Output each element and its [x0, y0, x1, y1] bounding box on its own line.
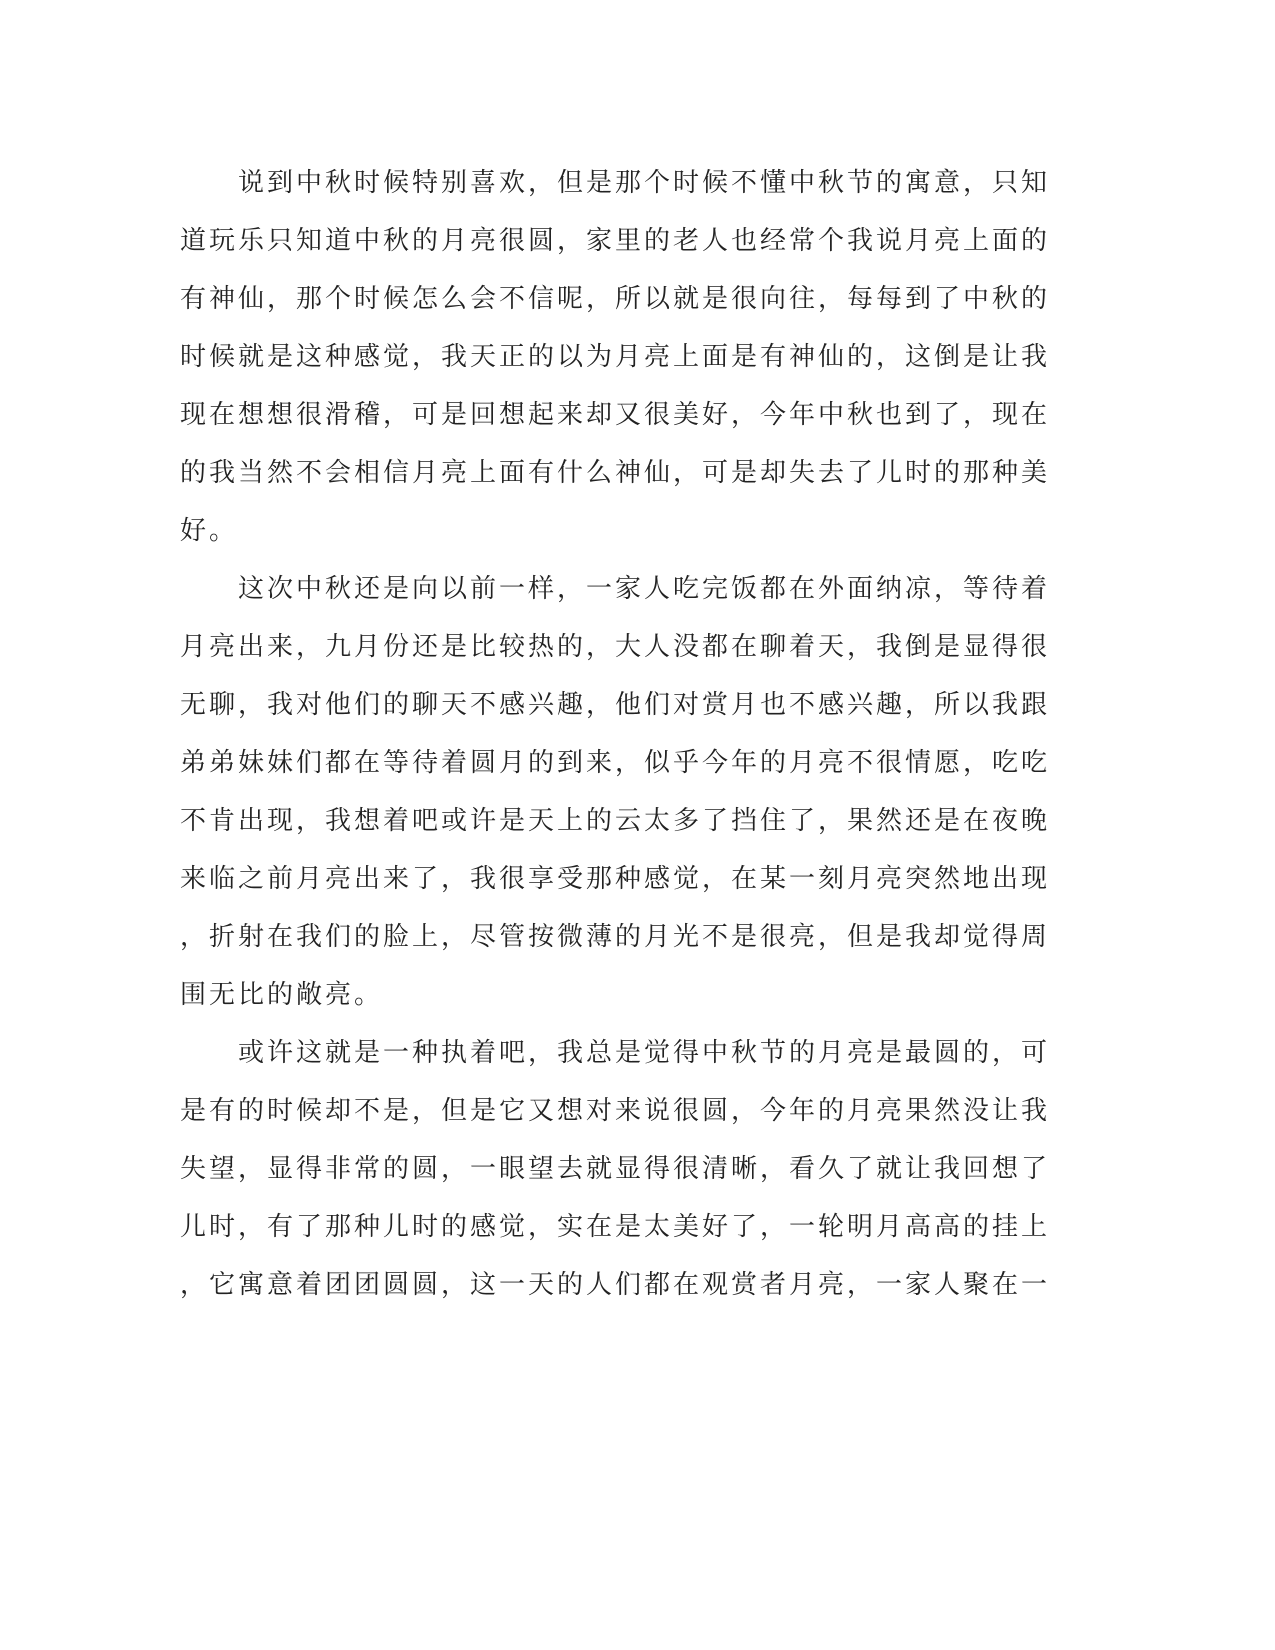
- text-line: 说到中秋时候特别喜欢，但是那个时候不懂中秋节的寓意，只知: [180, 168, 1051, 198]
- text-line: 这次中秋还是向以前一样，一家人吃完饭都在外面纳凉，等待着: [180, 574, 1051, 604]
- paragraph-1: [180, 154, 1051, 560]
- text-line: 有神仙，那个时候怎么会不信呢，所以就是很向往，每每到了中秋的: [180, 284, 1051, 314]
- text-line: 是有的时候却不是，但是它又想对来说很圆，今年的月亮果然没让我: [180, 1096, 1051, 1126]
- text-line: 弟弟妹妹们都在等待着圆月的到来，似乎今年的月亮不很情愿，吃吃: [180, 748, 1051, 778]
- text-line: 道玩乐只知道中秋的月亮很圆，家里的老人也经常个我说月亮上面的: [180, 226, 1051, 256]
- text-line: ，它寓意着团团圆圆，这一天的人们都在观赏者月亮，一家人聚在一: [180, 1270, 1051, 1300]
- text-line: 时候就是这种感觉，我天正的以为月亮上面是有神仙的，这倒是让我: [180, 342, 1051, 372]
- text-line: 失望，显得非常的圆，一眼望去就显得很清晰，看久了就让我回想了: [180, 1154, 1051, 1184]
- text-line: 或许这就是一种执着吧，我总是觉得中秋节的月亮是最圆的，可: [180, 1038, 1051, 1068]
- text-line: 无聊，我对他们的聊天不感兴趣，他们对赏月也不感兴趣，所以我跟: [180, 690, 1051, 720]
- text-line: ，折射在我们的脸上，尽管按微薄的月光不是很亮，但是我却觉得周: [180, 922, 1051, 952]
- document-body: [180, 154, 1051, 1314]
- text-line: 月亮出来，九月份还是比较热的，大人没都在聊着天，我倒是显得很: [180, 632, 1051, 662]
- text-line: 的我当然不会相信月亮上面有什么神仙，可是却失去了儿时的那种美: [180, 458, 1051, 488]
- text-line: 现在想想很滑稽，可是回想起来却又很美好，今年中秋也到了，现在: [180, 400, 1051, 430]
- text-line: 围无比的敞亮。: [180, 980, 384, 1010]
- text-line: 不肯出现，我想着吧或许是天上的云太多了挡住了，果然还是在夜晚: [180, 806, 1051, 836]
- text-line: 儿时，有了那种儿时的感觉，实在是太美好了，一轮明月高高的挂上: [180, 1212, 1051, 1242]
- paragraph-3: [180, 1024, 1051, 1314]
- paragraph-2: [180, 560, 1051, 1024]
- text-line: 来临之前月亮出来了，我很享受那种感觉，在某一刻月亮突然地出现: [180, 864, 1051, 894]
- text-line: 好。: [180, 516, 239, 546]
